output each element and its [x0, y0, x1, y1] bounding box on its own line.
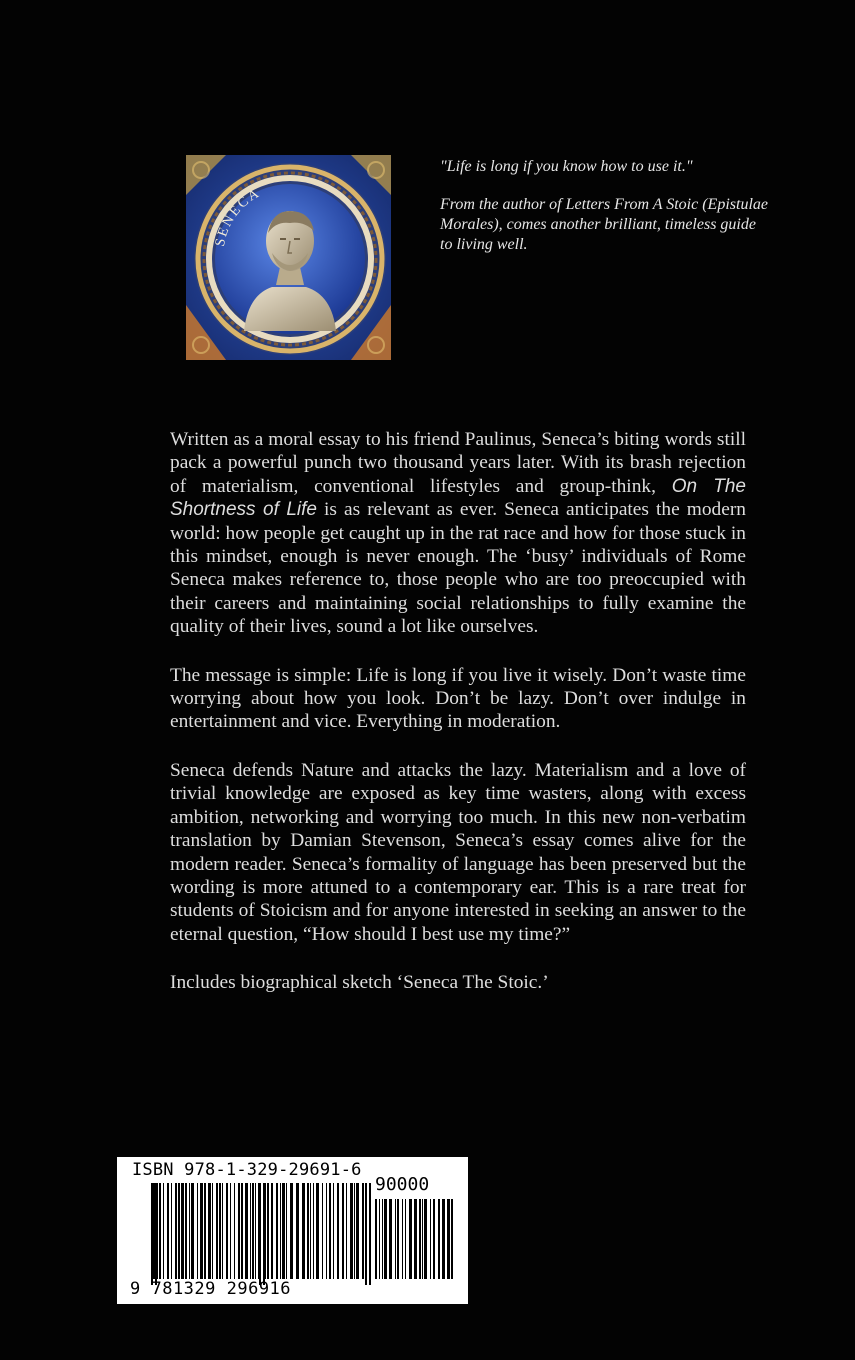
epigraph: "Life is long if you know how to use it." — [440, 158, 693, 175]
seneca-bust-image — [186, 155, 391, 360]
book-description — [170, 428, 746, 1020]
seneca-portrait — [186, 155, 391, 360]
description-paragraph-3: Seneca defends Nature and attacks the lazy. Materialism and a love of trivial knowledge are exposed as key time wasters, along with excess ambition, networking and worrying too much. In this new non-verbatim translation by Damian Stevenson, Seneca’s essay comes alive for the modern reader. Seneca’s formality of language has been preserved but the wording is more attuned to a contemporary ear. This is a rare treat for students of Stoicism and for anyone interested in seeking an answer to the eternal question, “How should I best use my time?” — [170, 759, 746, 945]
description-paragraph-2: The message is simple: Life is long if you live it wisely. Don’t waste time worrying about how you look. Don’t be lazy. Don’t over indulge in entertainment and vice. Everything in moderation. — [170, 664, 746, 733]
blurb: From the author of Letters From A Stoic (Epistulae Morales), comes another brilliant, timeless guide to living well. — [440, 196, 768, 253]
cover-quote — [440, 157, 770, 273]
svg-text:SENECA: SENECA — [213, 185, 264, 248]
p1-text-before: Written as a moral essay to his friend Paulinus, Seneca’s biting words still pack a powerful punch two thousand years later. With its brash rejection of materialism, conventional lifestyles and group-think, — [170, 429, 746, 497]
isbn-barcode — [117, 1157, 468, 1304]
book-title-inline: On The Shortness of Life — [170, 475, 746, 521]
p1-text-after: is as relevant as ever. Seneca anticipates the modern world: how people get caught up in the rat race and how for those stuck in this mindset, enough is never enough. The ‘busy’ individuals of Rome Seneca makes reference to, those people who are too preoccupied with their careers and maintaining social relationships to fully examine the quality of their lives, sound a lot like ourselves. — [170, 499, 746, 638]
isbn-label: ISBN 978-1-329-29691-6 — [132, 1160, 362, 1180]
price-code: 90000 — [375, 1174, 430, 1195]
barcode-digits: 9 781329 296916 — [130, 1279, 292, 1299]
description-paragraph-1 — [170, 428, 746, 639]
description-paragraph-4: Includes biographical sketch ‘Seneca The Stoic.’ — [170, 972, 549, 994]
